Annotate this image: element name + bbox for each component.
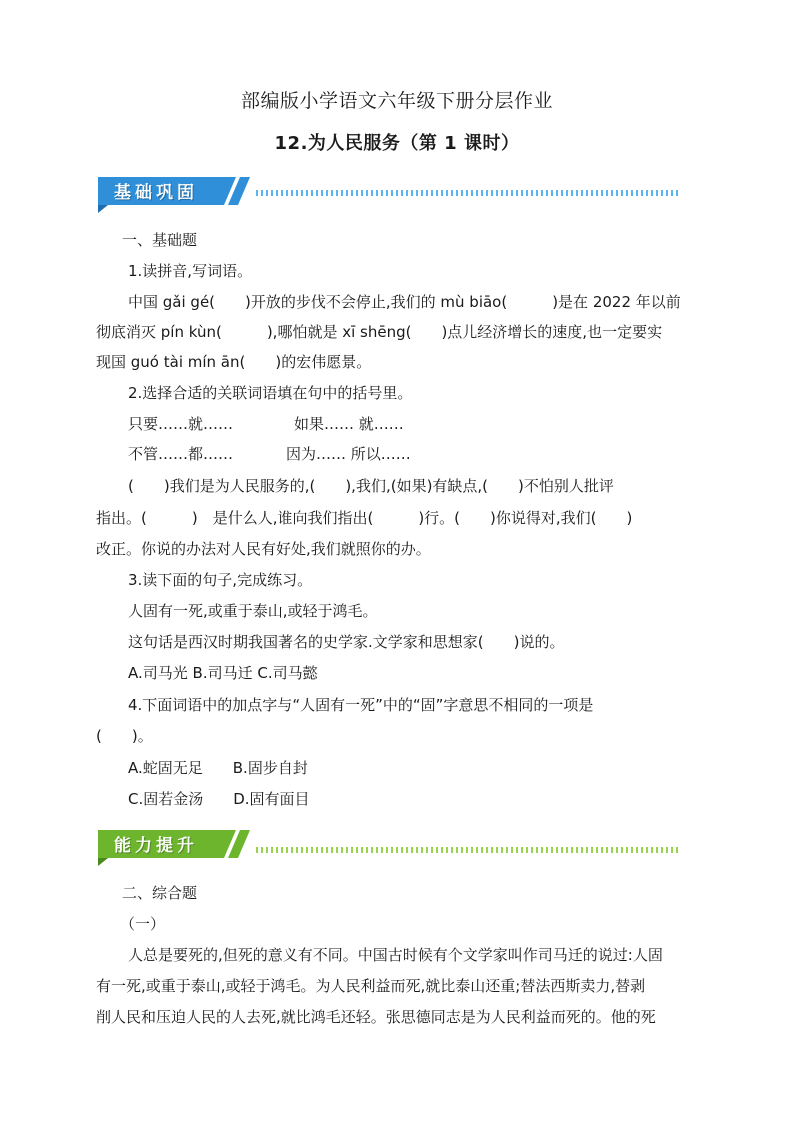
- banner-ability-label: 能力提升: [114, 836, 198, 856]
- section2-sub: （一）: [120, 915, 166, 933]
- section-banner-ability: [94, 826, 678, 872]
- q4-options-row-2: C.固若金汤 D.固有面目: [128, 790, 310, 808]
- q2-option-4: 因为…… 所以……: [286, 445, 411, 463]
- q3-options: A.司马光 B.司马迁 C.司马懿: [128, 664, 318, 682]
- q2-option-3: 不管……都……: [128, 445, 234, 463]
- banner-basic-label: 基础巩固: [114, 183, 198, 203]
- q2-option-1: 只要……就……: [128, 415, 234, 433]
- q4-prompt-line-2: ( )。: [96, 727, 153, 745]
- q1-line-2: 彻底消灭 pín kùn( ),哪怕就是 xī shēng( )点儿经济增长的速度,也一定要实: [96, 323, 663, 341]
- q3-quote: 人固有一死,或重于泰山,或轻于鸿毛。: [128, 602, 378, 620]
- q3-prompt: 3.读下面的句子,完成练习。: [128, 571, 313, 589]
- section2-heading: 二、综合题: [122, 884, 198, 902]
- q2-prompt: 2.选择合适的关联词语填在句中的括号里。: [128, 384, 413, 402]
- q2-line-3: 改正。你说的办法对人民有好处,我们就照你的办。: [96, 540, 431, 558]
- passage-line-2: 有一死,或重于泰山,或轻于鸿毛。为人民利益而死,就比泰山还重;替法西斯卖力,替剥: [96, 977, 646, 995]
- q2-line-1: ( )我们是为人民服务的,( ),我们,(如果)有缺点,( )不怕别人批评: [128, 477, 614, 495]
- page-title: 部编版小学语文六年级下册分层作业: [240, 90, 553, 112]
- passage-line-1: 人总是要死的,但死的意义有不同。中国古时候有个文学家叫作司马迁的说过:人固: [128, 946, 663, 964]
- q2-line-2: 指出。( ) 是什么人,谁向我们指出( )行。( )你说得对,我们( ): [96, 509, 633, 527]
- passage-line-3: 削人民和压迫人民的人去死,就比鸿毛还轻。张思德同志是为人民利益而死的。他的死: [96, 1008, 656, 1026]
- section1-heading: 一、基础题: [122, 231, 198, 249]
- q4-prompt-line-1: 4.下面词语中的加点字与“人固有一死”中的“固”字意思不相同的一项是: [128, 696, 594, 714]
- lesson-title: 12.为人民服务（第 1 课时）: [274, 133, 520, 154]
- q1-prompt: 1.读拼音,写词语。: [128, 262, 253, 280]
- q3-question: 这句话是西汉时期我国著名的史学家.文学家和思想家( )说的。: [128, 633, 565, 651]
- q4-options-row-1: A.蛇固无足 B.固步自封: [128, 759, 308, 777]
- section-banner-basic: [94, 171, 678, 217]
- q1-line-3: 现国 guó tài mín ān( )的宏伟愿景。: [96, 353, 372, 371]
- q2-option-2: 如果…… 就……: [294, 415, 404, 433]
- q1-line-1: 中国 gǎi gé( )开放的步伐不会停止,我们的 mù biāo( )是在 2022 年以前: [128, 293, 681, 311]
